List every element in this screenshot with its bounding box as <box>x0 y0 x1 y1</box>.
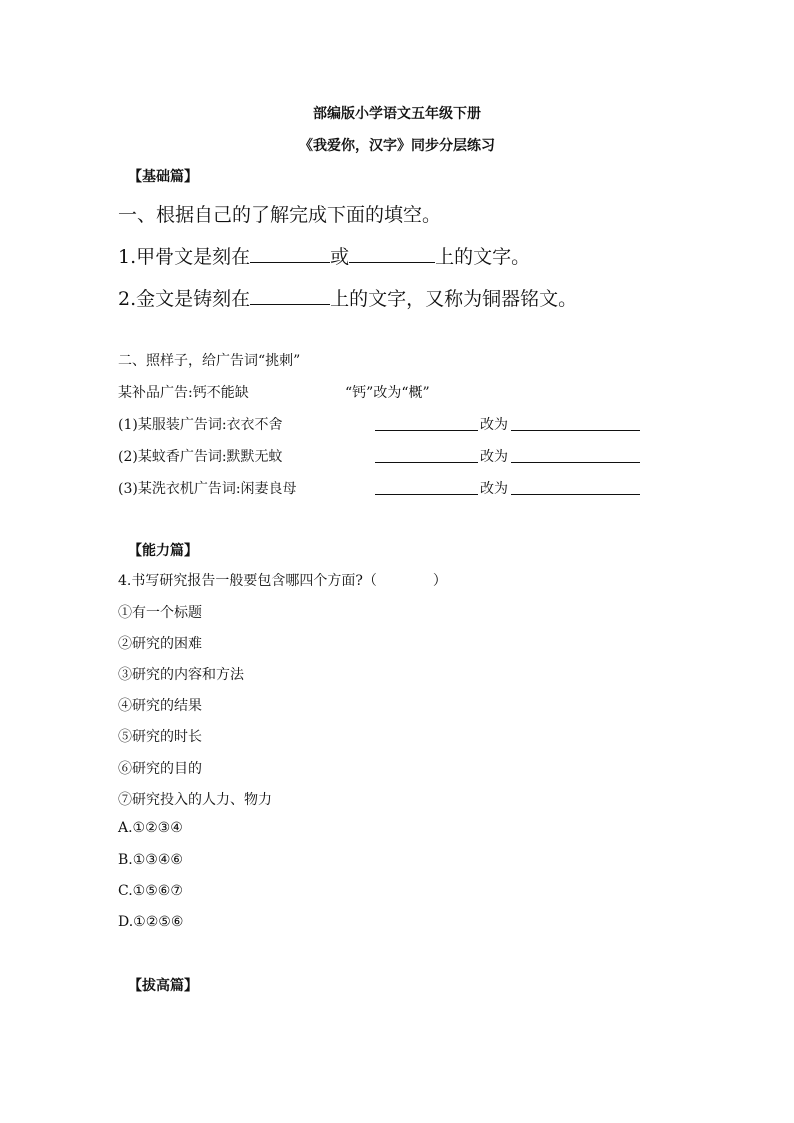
document-subtitle: 《我爱你，汉字》同步分层练习 <box>299 138 495 154</box>
q4-question: 4.书写研究报告一般要包含哪四个方面?（ ） <box>118 573 447 589</box>
q2-item-1: (1)某服装广告词:衣衣不舍 <box>118 417 283 433</box>
fill-blank[interactable] <box>250 284 330 305</box>
q4-option: ⑥研究的目的 <box>118 761 202 777</box>
answer-line[interactable] <box>511 494 640 495</box>
answer-line[interactable] <box>375 462 478 463</box>
fill-blank[interactable] <box>250 242 330 263</box>
answer-line[interactable] <box>375 430 478 431</box>
q4-option: ①有一个标题 <box>118 605 202 621</box>
q2-example-right: “钙”改为“概” <box>345 385 430 401</box>
q2-example-left: 某补品广告:钙不能缺 <box>118 385 249 401</box>
answer-line[interactable] <box>375 494 478 495</box>
q2-change-word: 改为 <box>480 481 508 497</box>
q4-choice-c: C.①⑤⑥⑦ <box>118 883 183 899</box>
fill-blank[interactable] <box>349 242 435 263</box>
q1-item1-text-b: 或 <box>330 246 350 268</box>
answer-line[interactable] <box>511 430 640 431</box>
document-title: 部编版小学语文五年级下册 <box>313 106 481 122</box>
q1-item1-text-c: 上的文字。 <box>435 246 531 268</box>
q1-item1-text-a: 1.甲骨文是刻在 <box>118 246 251 268</box>
q4-option: ④研究的结果 <box>118 698 202 714</box>
section-basic-label: 【基础篇】 <box>128 169 198 185</box>
q4-option: ③研究的内容和方法 <box>118 667 244 683</box>
q4-option: ②研究的困难 <box>118 636 202 652</box>
section-advanced-label: 【拔高篇】 <box>128 978 198 994</box>
q2-item-3: (3)某洗衣机广告词:闲妻良母 <box>118 481 297 497</box>
q4-option: ⑦研究投入的人力、物力 <box>118 792 272 808</box>
q4-choice-d: D.①②⑤⑥ <box>118 914 184 930</box>
q1-item2-text-b: 上的文字，又称为铜器铭文。 <box>330 288 578 310</box>
q1-item-2 <box>118 284 577 311</box>
q1-heading: 一、根据自己的了解完成下面的填空。 <box>118 204 442 226</box>
q4-choice-a: A.①②③④ <box>118 820 183 836</box>
section-ability-label: 【能力篇】 <box>128 543 198 559</box>
q2-item-2: (2)某蚊香广告词:默默无蚊 <box>118 449 283 465</box>
q2-change-word: 改为 <box>480 417 508 433</box>
q1-item2-text-a: 2.金文是铸刻在 <box>118 288 251 310</box>
q4-choice-b: B.①③④⑥ <box>118 852 183 868</box>
answer-line[interactable] <box>511 462 640 463</box>
q2-heading: 二、照样子，给广告词“挑刺” <box>118 353 301 369</box>
q4-option: ⑤研究的时长 <box>118 729 202 745</box>
q1-item-1 <box>118 242 530 269</box>
q2-change-word: 改为 <box>480 449 508 465</box>
